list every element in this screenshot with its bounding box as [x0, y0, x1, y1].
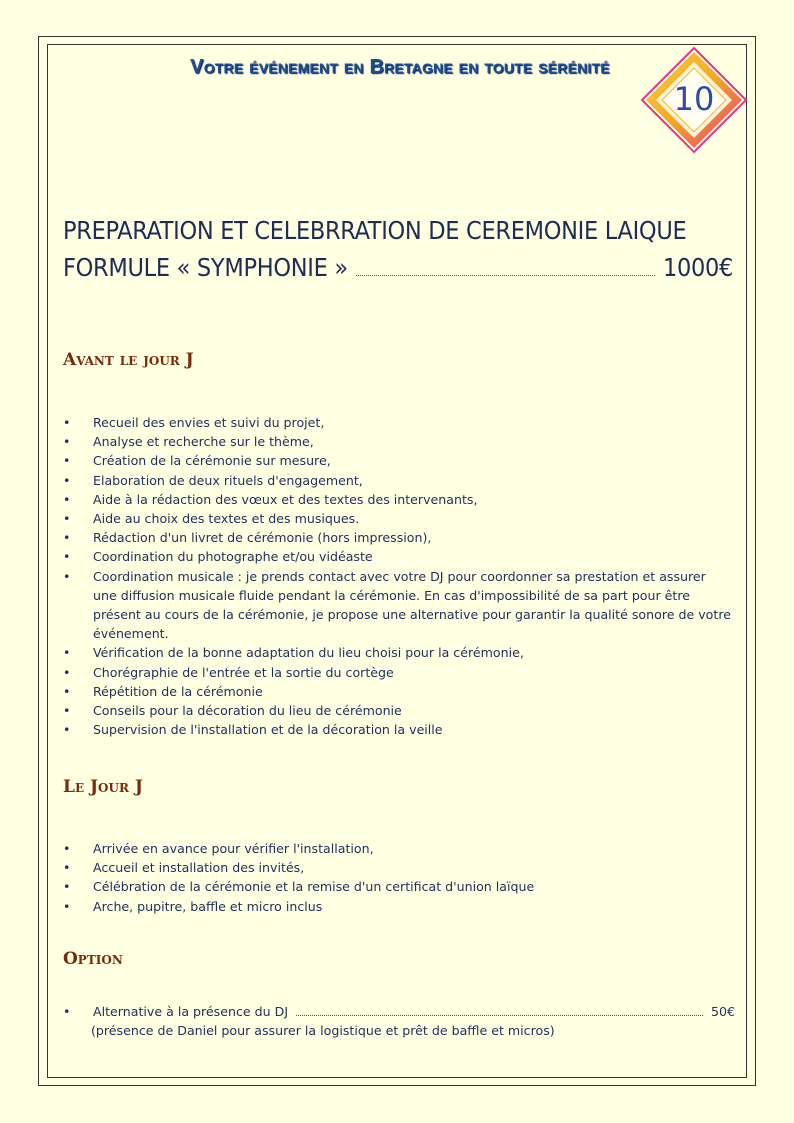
option-price: 50€ — [711, 1004, 736, 1019]
list-item: • Aide au choix des textes et des musiques. — [63, 509, 733, 528]
offer-title-line2 — [63, 253, 733, 282]
day-list — [63, 839, 733, 916]
option-note: (présence de Daniel pour assurer la logistique et prêt de baffle et micros) — [91, 1023, 555, 1039]
list-item: • Recueil des envies et suivi du projet, — [63, 413, 733, 432]
before-list — [63, 413, 733, 739]
section-heading-before: Avant le jour J — [63, 350, 194, 370]
formula-price: 1000€ — [662, 253, 733, 282]
offer-title — [63, 216, 733, 282]
list-item: • Analyse et recherche sur le thème, — [63, 432, 733, 451]
offer-title-line1: PREPARATION ET CELEBRRATION DE CEREMONIE LAIQUE — [63, 216, 687, 245]
list-item: • Coordination du photographe et/ou vidéaste — [63, 547, 733, 566]
section-heading-option: Option — [63, 949, 123, 969]
list-item: • Vérification de la bonne adaptation du lieu choisi pour la cérémonie, — [63, 643, 733, 662]
list-item: • Aide à la rédaction des vœux et des textes des intervenants, — [63, 490, 733, 509]
list-item: • Accueil et installation des invités, — [63, 858, 733, 877]
list-item: • Arche, pupitre, baffle et micro inclus — [63, 897, 733, 916]
option-label: • Alternative à la présence du DJ — [93, 1004, 289, 1019]
list-item: • Célébration de la cérémonie et la remise d'un certificat d'union laïque — [63, 877, 733, 896]
list-item: • Elaboration de deux rituels d'engagement, — [63, 471, 733, 490]
formula-name: FORMULE « SYMPHONIE » — [63, 253, 348, 282]
header-title: Votre événement en Bretagne en toute sérénité — [190, 56, 610, 78]
dotted-leader — [356, 274, 655, 276]
list-item: • Supervision de l'installation et de la décoration la veille — [63, 720, 733, 739]
list-item: • Répétition de la cérémonie — [63, 682, 733, 701]
list-item: • Conseils pour la décoration du lieu de cérémonie — [63, 701, 733, 720]
list-item: • Rédaction d'un livret de cérémonie (hors impression), — [63, 528, 733, 547]
list-item: • Création de la cérémonie sur mesure, — [63, 451, 733, 470]
list-item: • Arrivée en avance pour vérifier l'installation, — [63, 839, 733, 858]
section-heading-day: Le Jour J — [63, 777, 143, 797]
badge-number: 10 — [673, 80, 715, 118]
dotted-leader — [296, 1015, 703, 1016]
number-badge — [640, 46, 748, 154]
list-item: • Chorégraphie de l'entrée et la sortie du cortège — [63, 663, 733, 682]
list-item: • Coordination musicale : je prends contact avec votre DJ pour coordonner sa prestation et assurer une diffusion musicale fluide pendant la cérémonie. En cas d'impossibilité de sa part pour être présent au cours de la cérémonie, je propose une alternative pour garantir la qualité sonore de votre événement. — [63, 567, 733, 644]
option-list — [63, 1002, 736, 1040]
option-item — [63, 1002, 736, 1040]
